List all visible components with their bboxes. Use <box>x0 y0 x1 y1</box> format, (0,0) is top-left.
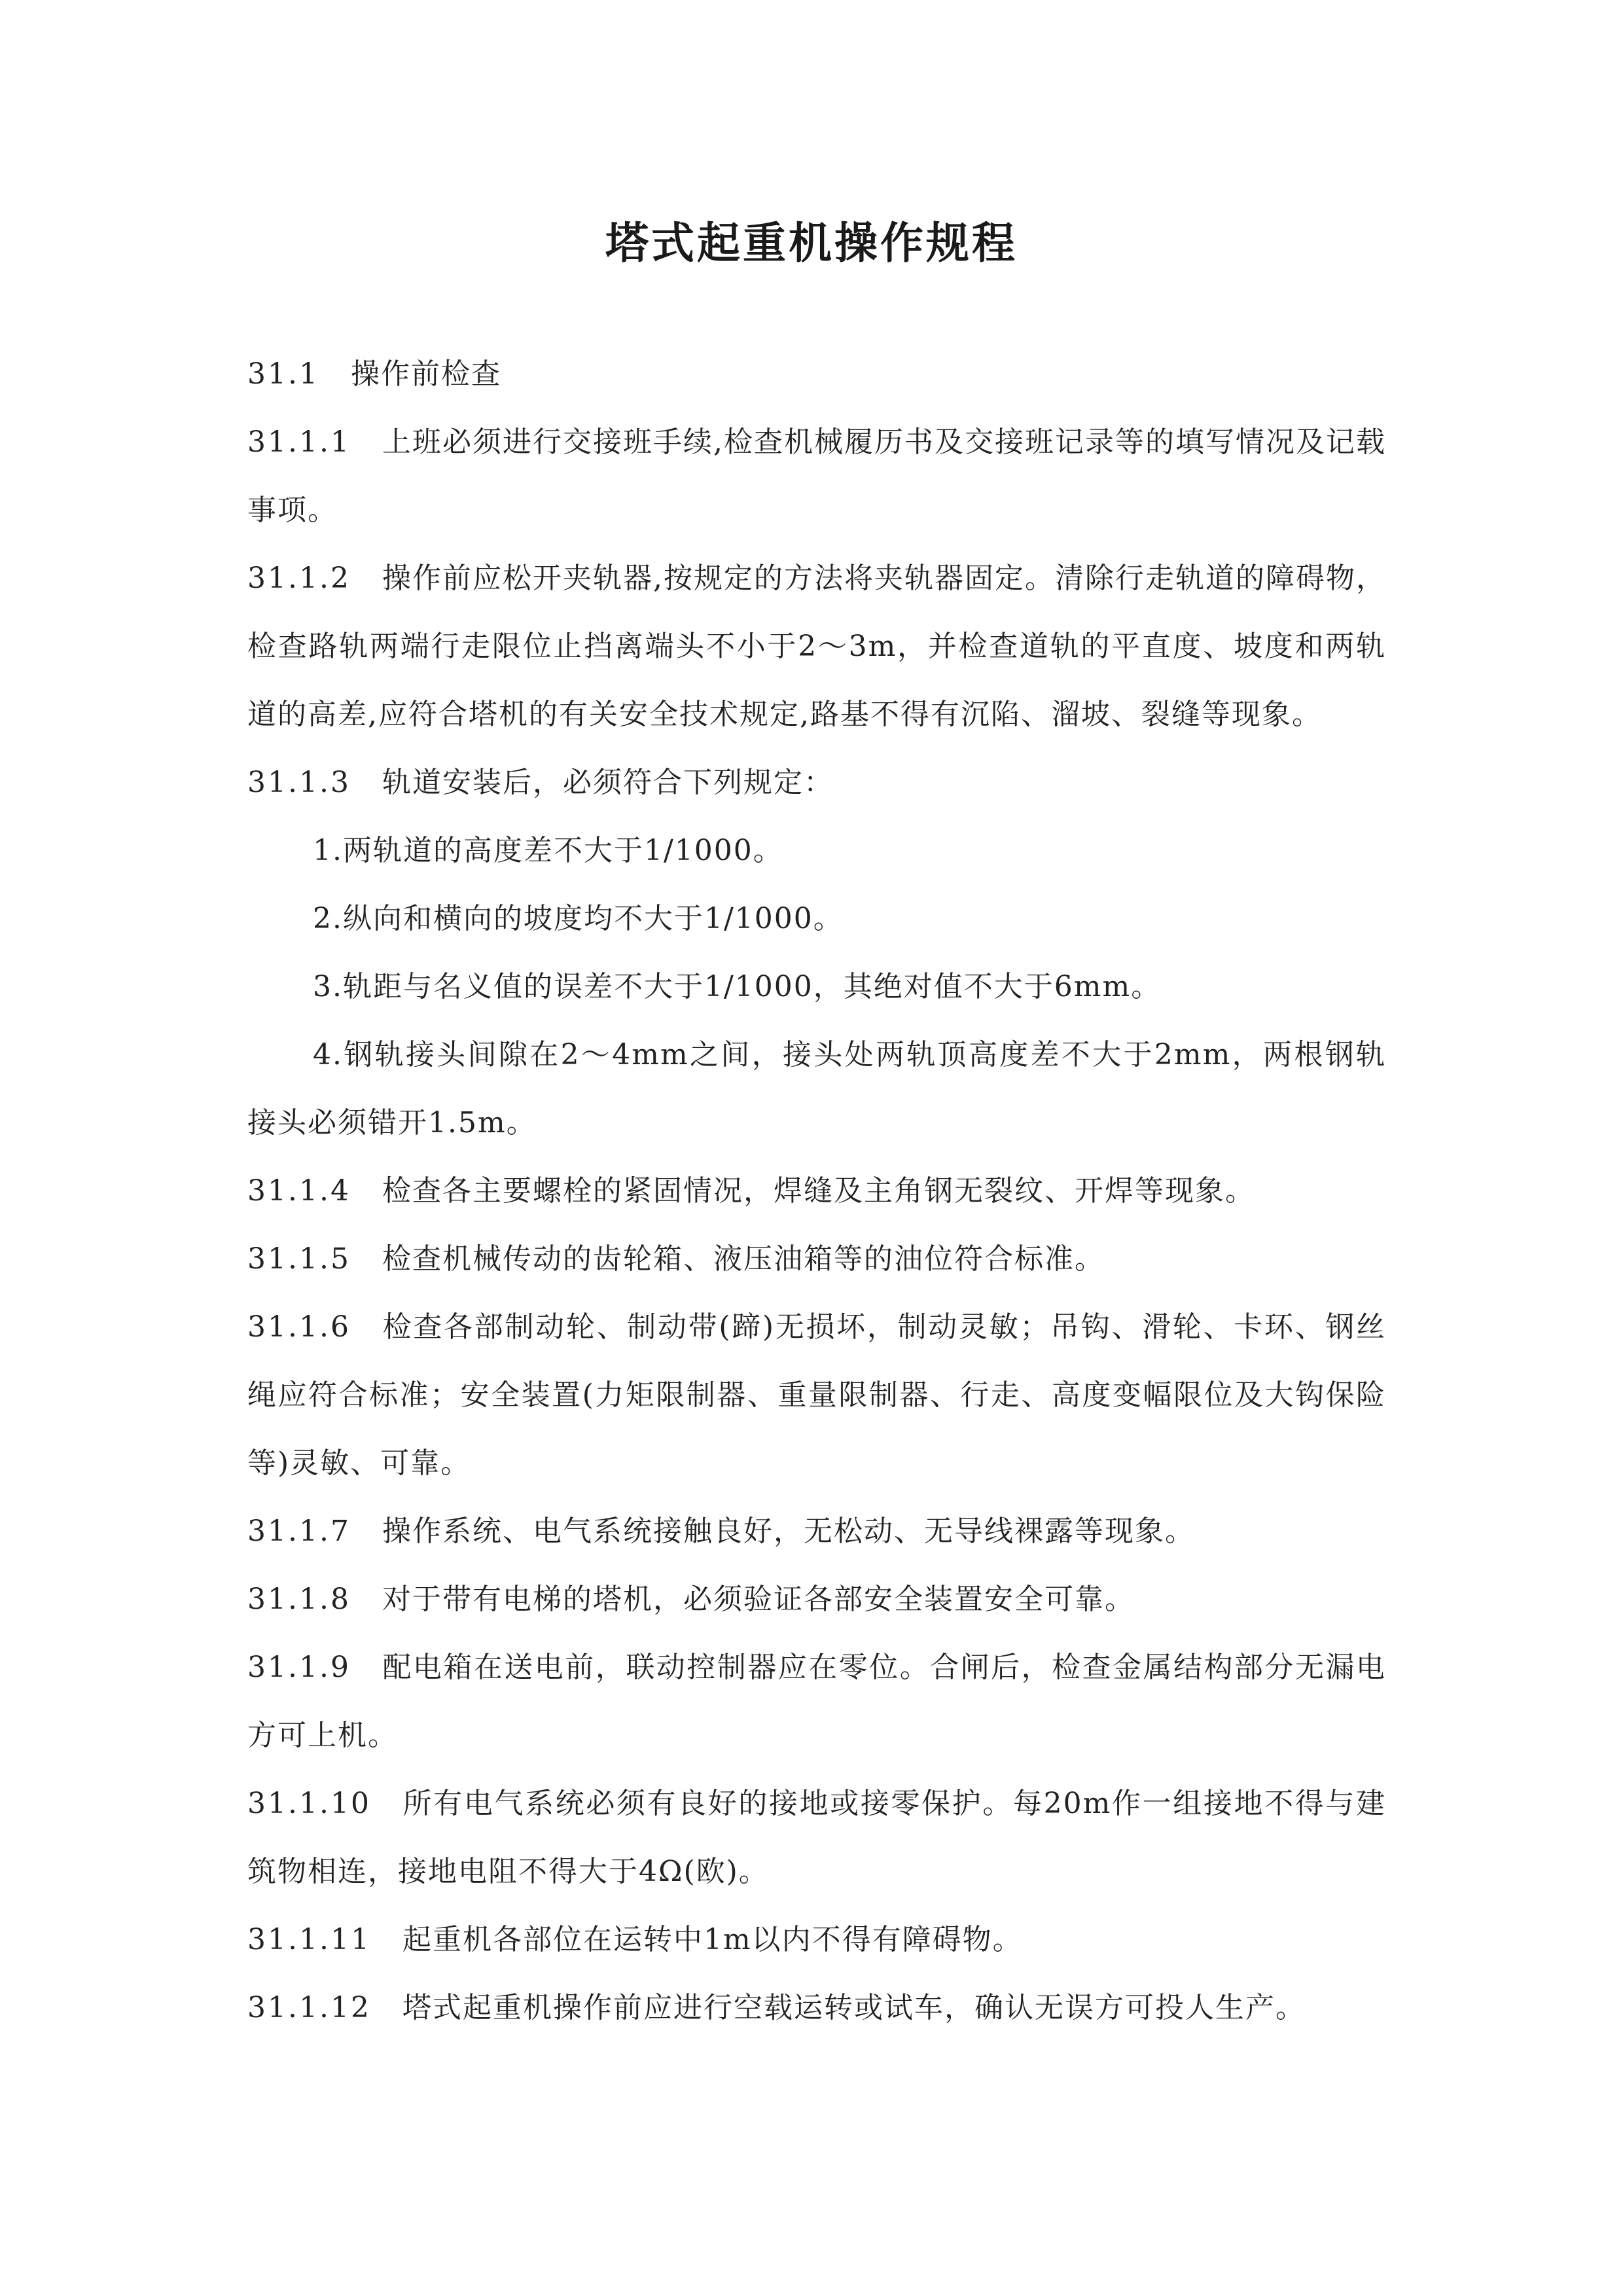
section-heading-text: 操作前检查 <box>350 357 501 391</box>
clause-31-1-7 <box>247 1498 1386 1566</box>
clause-number: 31.1.9 <box>247 1651 351 1684</box>
clause-number: 31.1.12 <box>247 1991 371 2024</box>
clause-text: 所有电气系统必须有良好的接地或接零保护。每20m作一组接地不得与建筑物相连，接地电阻不得大于4Ω(欧)。 <box>247 1787 1386 1888</box>
clause-text: 配电箱在送电前，联动控制器应在零位。合闸后，检查金属结构部分无漏电方可上机。 <box>247 1651 1386 1752</box>
clause-text: 对于带有电梯的塔机，必须验证各部安全装置安全可靠。 <box>382 1583 1135 1616</box>
clause-text: 操作前应松开夹轨器,按规定的方法将夹轨器固定。清除行走轨道的障碍物，检查路轨两端行走限位止挡离端头不小于2～3m，并检查道轨的平直度、坡度和两轨道的高差,应符合塔机的有关安全技术规定,路基不得有沉陷、溜坡、裂缝等现象。 <box>247 562 1386 731</box>
clause-31-1-2 <box>247 545 1386 749</box>
clause-31-1-12 <box>247 1974 1386 2042</box>
clause-31-1-9 <box>247 1634 1386 1770</box>
rail-rule-1: 1.两轨道的高度差不大于1/1000。 <box>313 834 783 867</box>
rail-rule-2: 2.纵向和横向的坡度均不大于1/1000。 <box>313 902 844 935</box>
rail-rule-4: 4.钢轨接头间隙在2～4mm之间，接头处两轨顶高度差不大于2mm，两根钢轨接头必须错开1.5m。 <box>247 1038 1386 1139</box>
clause-31-1-3 <box>247 749 1386 817</box>
clause-31-1-6 <box>247 1293 1386 1498</box>
rail-rule-3: 3.轨距与名义值的误差不大于1/1000，其绝对值不大于6mm。 <box>313 970 1162 1003</box>
clause-number: 31.1.7 <box>247 1515 351 1548</box>
clause-text: 轨道安装后，必须符合下列规定： <box>382 766 834 799</box>
clause-text: 塔式起重机操作前应进行空载运转或试车，确认无误方可投人生产。 <box>402 1991 1306 2024</box>
clause-number: 31.1.10 <box>247 1787 371 1820</box>
section-number: 31.1 <box>247 357 319 391</box>
clause-31-1-11 <box>247 1906 1386 1974</box>
clause-text: 检查机械传动的齿轮箱、液压油箱等的油位符合标准。 <box>382 1242 1105 1276</box>
clause-number: 31.1.8 <box>247 1583 351 1616</box>
clause-number: 31.1.1 <box>247 425 351 459</box>
clause-text: 检查各部制动轮、制动带(蹄)无损坏，制动灵敏；吊钩、滑轮、卡环、钢丝绳应符合标准；安全装置(力矩限制器、重量限制器、行走、高度变幅限位及大钩保险等)灵敏、可靠。 <box>247 1310 1386 1480</box>
clause-number: 31.1.4 <box>247 1174 351 1208</box>
clause-text: 操作系统、电气系统接触良好，无松动、无导线裸露等现象。 <box>382 1515 1195 1548</box>
clause-text: 上班必须进行交接班手续,检查机械履历书及交接班记录等的填写情况及记载事项。 <box>247 425 1386 527</box>
clause-text: 起重机各部位在运转中1m以内不得有障碍物。 <box>402 1923 1023 1956</box>
clause-31-1-4 <box>247 1157 1386 1225</box>
document-body <box>247 340 1386 2042</box>
clause-31-1-1 <box>247 408 1386 545</box>
clause-number: 31.1.5 <box>247 1242 351 1276</box>
clause-31-1-8 <box>247 1566 1386 1634</box>
clause-text: 检查各主要螺栓的紧固情况，焊缝及主角钢无裂纹、开焊等现象。 <box>382 1174 1255 1208</box>
clause-number: 31.1.3 <box>247 766 351 799</box>
section-heading <box>247 340 1386 408</box>
clause-number: 31.1.6 <box>247 1310 351 1344</box>
clause-31-1-10 <box>247 1770 1386 1906</box>
clause-number: 31.1.11 <box>247 1923 371 1956</box>
clause-number: 31.1.2 <box>247 562 351 595</box>
document-title: 塔式起重机操作规程 <box>605 217 1018 268</box>
clause-31-1-5 <box>247 1225 1386 1293</box>
